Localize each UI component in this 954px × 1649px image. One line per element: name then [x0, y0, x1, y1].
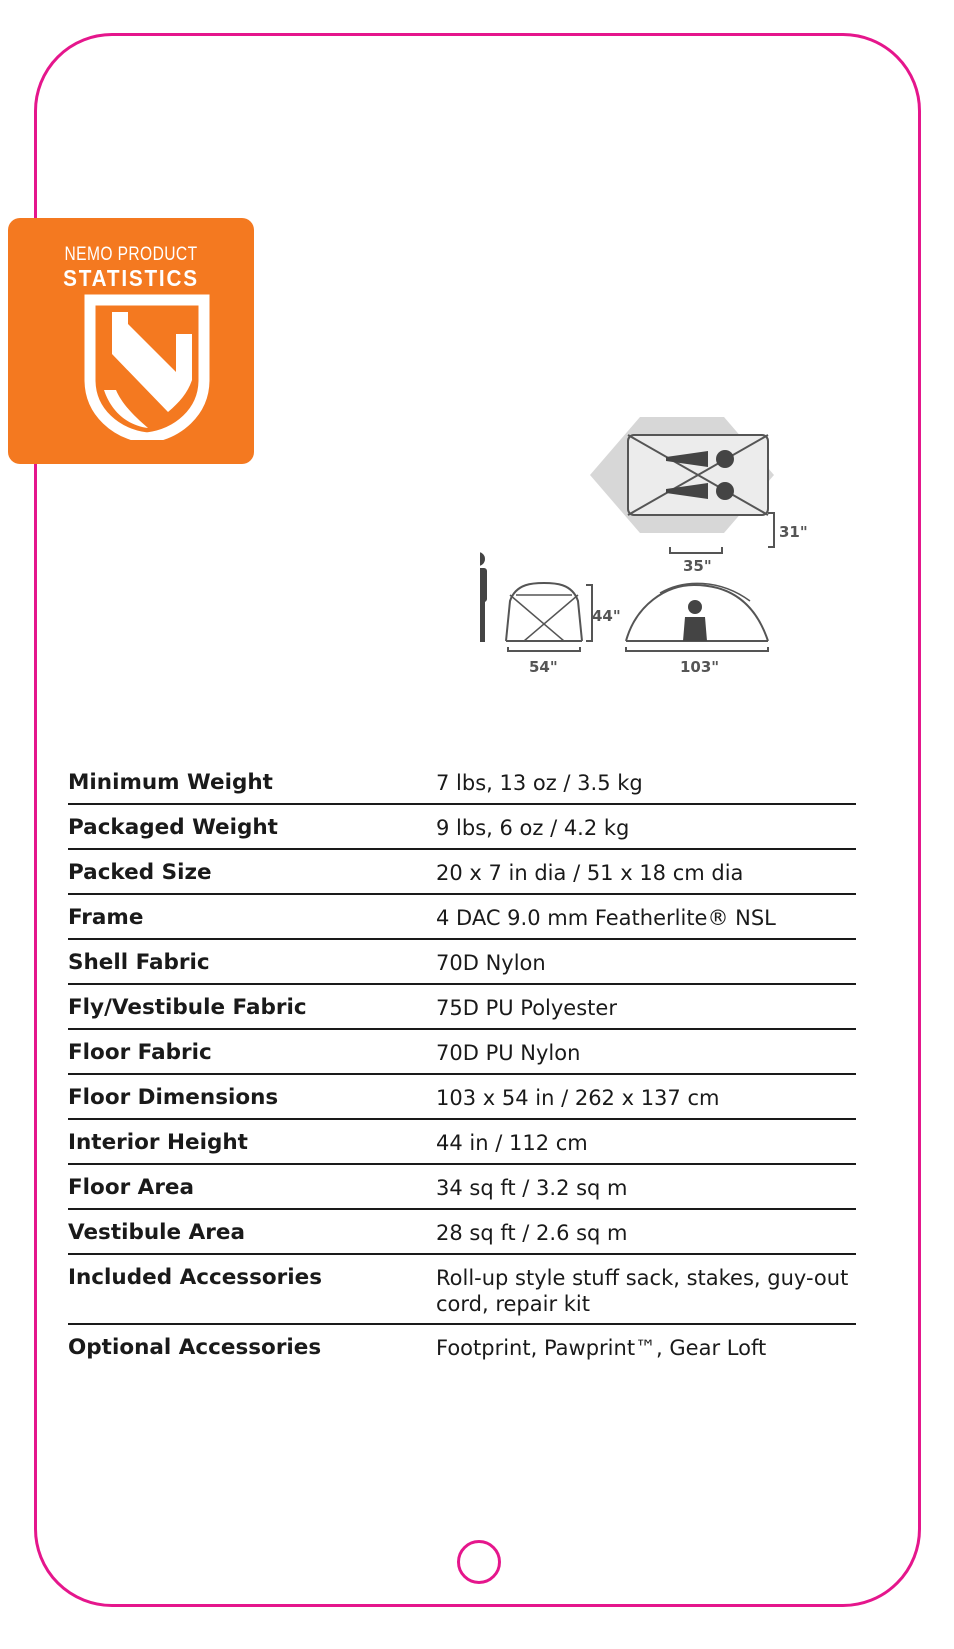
length-dimension-label: 103" — [680, 658, 720, 676]
nemo-shield-logo-icon — [82, 294, 212, 440]
spec-row — [68, 1255, 856, 1325]
spec-row — [68, 895, 856, 940]
spec-row — [68, 760, 856, 805]
spec-row — [68, 940, 856, 985]
tent-dimension-diagram — [480, 415, 860, 715]
floor-width-bracket — [670, 547, 722, 575]
spec-label: Shell Fabric — [68, 950, 210, 975]
height-dimension-label: 44" — [592, 607, 621, 625]
spec-value: 44 in / 112 cm — [436, 1131, 588, 1155]
spec-label: Packed Size — [68, 860, 212, 885]
spec-row — [68, 1210, 856, 1255]
spec-row — [68, 1165, 856, 1210]
spec-label: Floor Area — [68, 1175, 195, 1200]
spec-value: 20 x 7 in dia / 51 x 18 cm dia — [436, 861, 744, 885]
spec-label: Fly/Vestibule Fabric — [68, 995, 307, 1020]
tent-end-view — [506, 583, 621, 676]
spec-row — [68, 850, 856, 895]
badge-title-line2: STATISTICS — [63, 265, 199, 291]
spec-label: Vestibule Area — [68, 1220, 245, 1245]
spec-value: Roll-up style stuff sack, stakes, guy-out cord, repair kit — [436, 1266, 849, 1316]
depth-bracket — [768, 513, 808, 547]
person-scale-icon — [480, 552, 487, 642]
spec-row — [68, 805, 856, 850]
spec-value: 70D PU Nylon — [436, 1041, 581, 1065]
spec-row — [68, 985, 856, 1030]
nemo-stats-badge — [8, 218, 254, 464]
spec-label: Optional Accessories — [68, 1335, 322, 1360]
spec-row — [68, 1075, 856, 1120]
spec-value: 9 lbs, 6 oz / 4.2 kg — [436, 816, 630, 840]
depth-dimension-label: 31" — [779, 523, 808, 541]
home-button[interactable] — [457, 1540, 501, 1584]
spec-value: 75D PU Polyester — [436, 996, 617, 1020]
spec-value: 28 sq ft / 2.6 sq m — [436, 1221, 628, 1245]
spec-value: 103 x 54 in / 262 x 137 cm — [436, 1086, 720, 1110]
spec-label: Floor Dimensions — [68, 1085, 279, 1110]
tent-top-view — [590, 417, 774, 533]
spec-value: Footprint, Pawprint™, Gear Loft — [436, 1336, 767, 1360]
floor-width-dimension-label: 35" — [683, 557, 712, 575]
spec-label: Interior Height — [68, 1130, 248, 1155]
spec-value: 70D Nylon — [436, 951, 546, 975]
spec-value: 7 lbs, 13 oz / 3.5 kg — [436, 771, 643, 795]
spec-value: 34 sq ft / 3.2 sq m — [436, 1176, 628, 1200]
tent-side-view — [626, 583, 768, 676]
spec-row — [68, 1030, 856, 1075]
spec-row — [68, 1120, 856, 1165]
spec-label: Included Accessories — [68, 1265, 323, 1290]
badge-title-line1: NEMO PRODUCT — [64, 244, 198, 265]
spec-label: Frame — [68, 905, 144, 930]
spec-table — [68, 760, 856, 1368]
spec-row — [68, 1325, 856, 1368]
spec-label: Floor Fabric — [68, 1040, 212, 1065]
spec-value: 4 DAC 9.0 mm Featherlite® NSL — [436, 906, 776, 930]
end-width-dimension-label: 54" — [529, 658, 558, 676]
spec-label: Packaged Weight — [68, 815, 278, 840]
spec-label: Minimum Weight — [68, 770, 273, 795]
